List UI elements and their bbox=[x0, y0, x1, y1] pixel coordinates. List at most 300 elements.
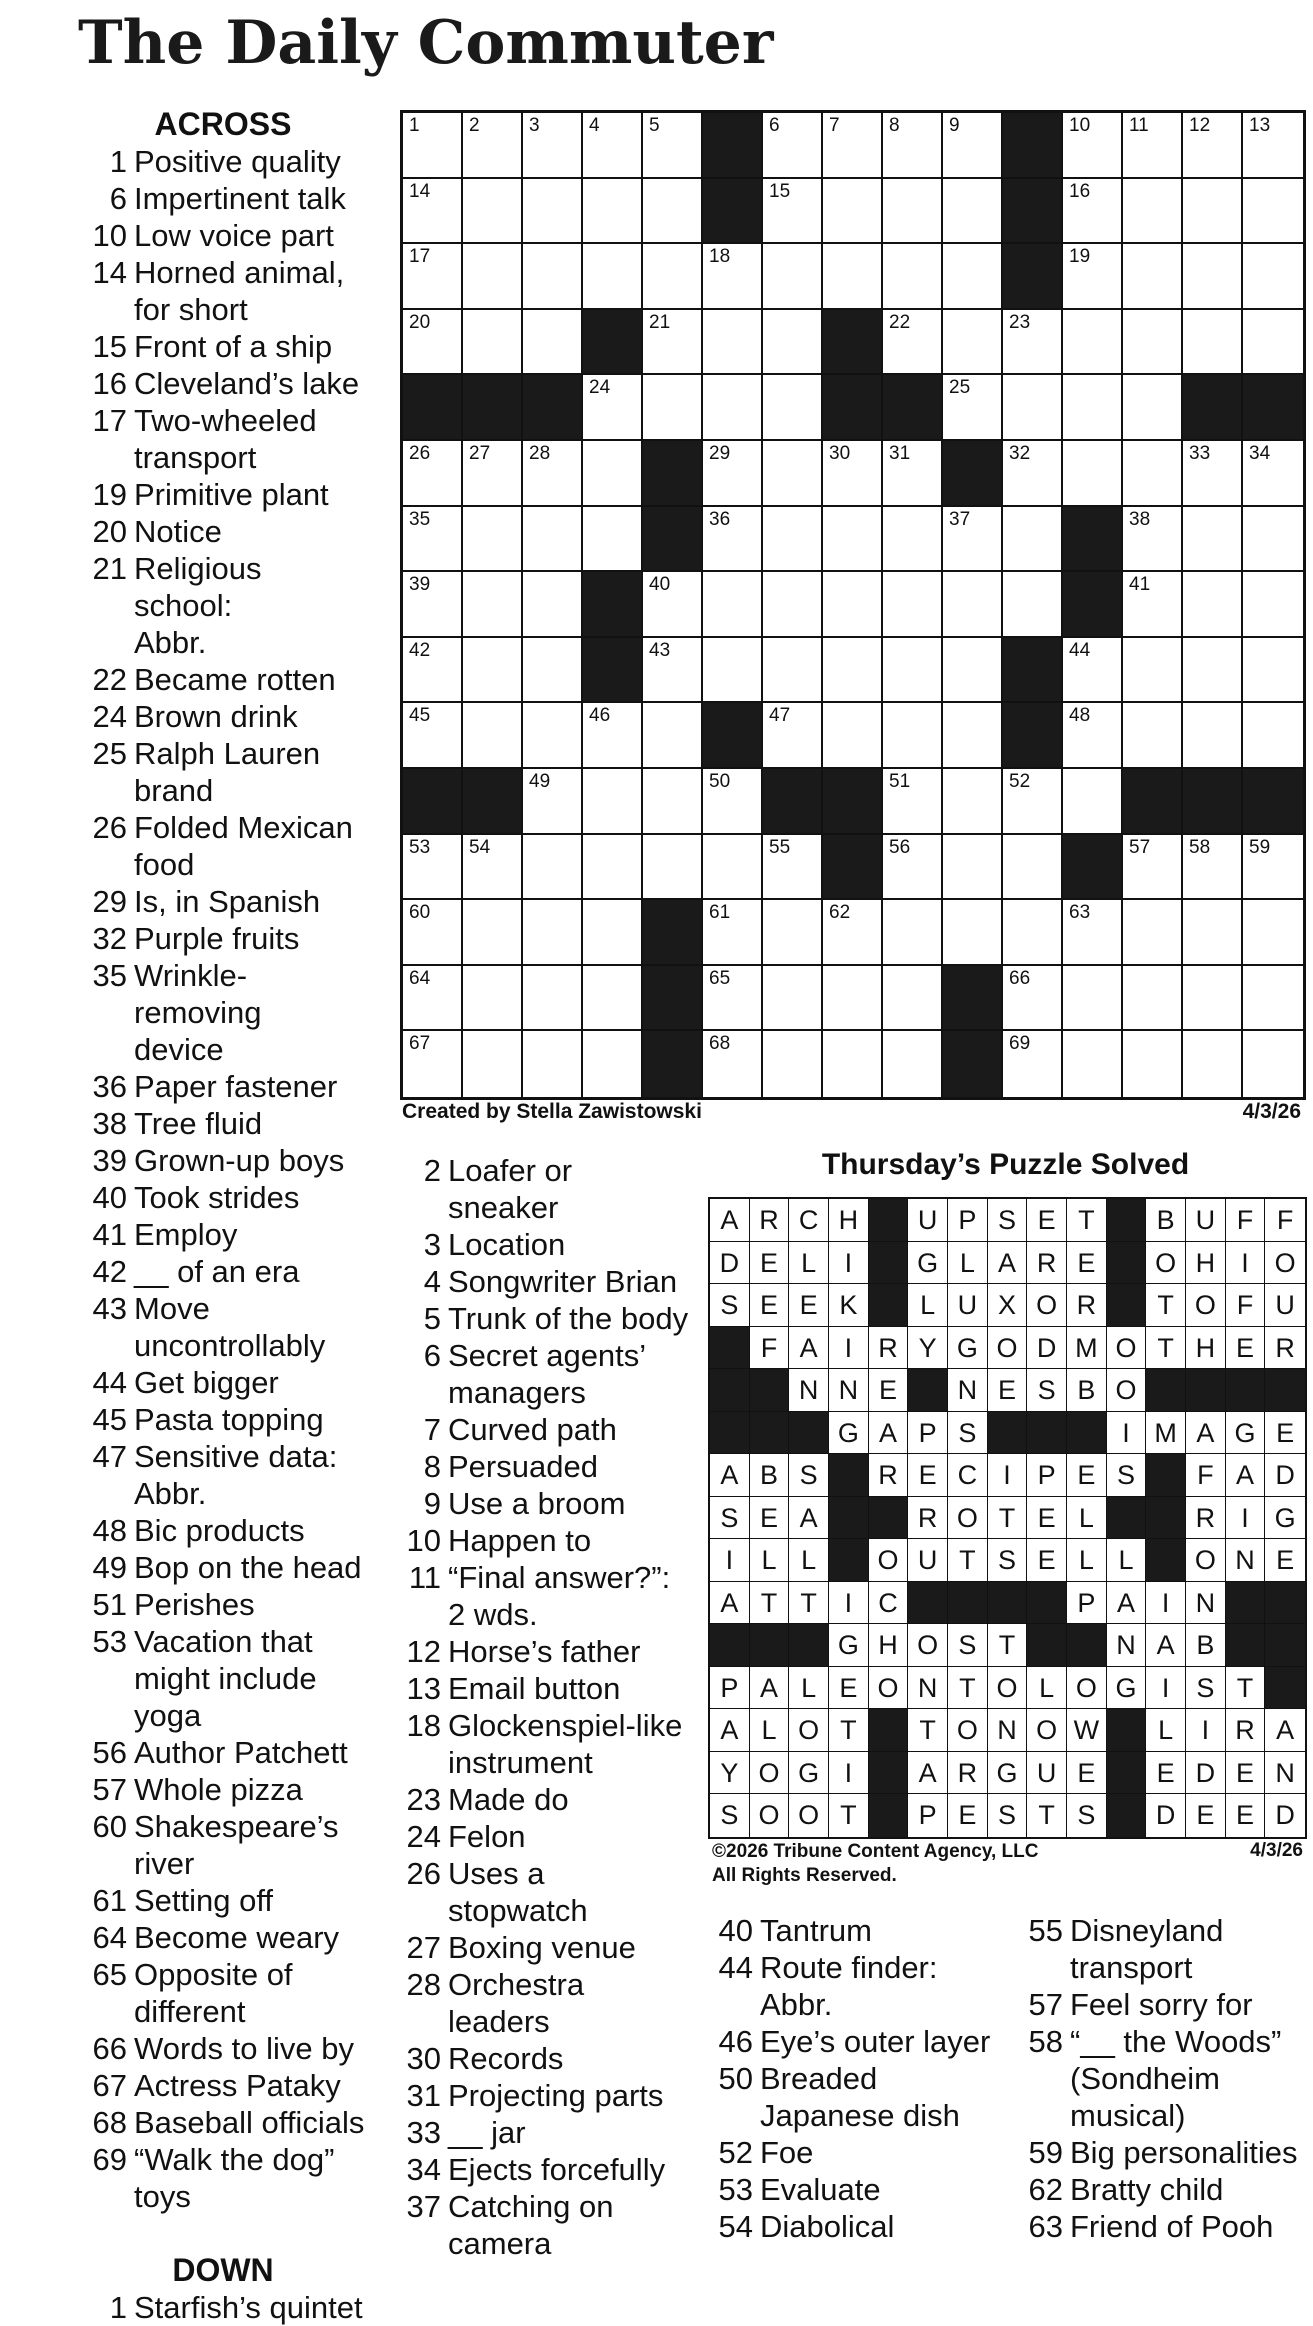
grid-cell[interactable] bbox=[1003, 441, 1063, 507]
grid-cell[interactable] bbox=[403, 1031, 463, 1097]
solved-block bbox=[1107, 1284, 1147, 1327]
clue-line bbox=[392, 1300, 692, 1337]
grid-cell[interactable] bbox=[403, 310, 463, 376]
grid-cell[interactable] bbox=[1183, 703, 1243, 769]
grid-cell[interactable] bbox=[403, 572, 463, 638]
grid-cell[interactable] bbox=[1063, 179, 1123, 245]
grid-cell[interactable] bbox=[403, 900, 463, 966]
grid-cell[interactable] bbox=[1123, 441, 1183, 507]
solved-letter: T bbox=[789, 1582, 829, 1625]
grid-cell[interactable] bbox=[1063, 113, 1123, 179]
grid-cell[interactable] bbox=[523, 900, 583, 966]
grid-cell[interactable] bbox=[643, 310, 703, 376]
clue-line bbox=[392, 1411, 692, 1448]
solved-letter: L bbox=[1067, 1539, 1107, 1582]
grid-cell[interactable] bbox=[823, 900, 883, 966]
grid-cell[interactable] bbox=[1063, 375, 1123, 441]
grid-cell[interactable] bbox=[1063, 244, 1123, 310]
grid-cell[interactable] bbox=[883, 769, 943, 835]
solved-letter: N bbox=[1226, 1539, 1266, 1582]
grid-cell[interactable] bbox=[523, 769, 583, 835]
grid-block bbox=[823, 769, 883, 835]
grid-cell[interactable] bbox=[1063, 966, 1123, 1032]
clue-number: 10 bbox=[406, 1523, 441, 1558]
solved-letter: I bbox=[829, 1242, 869, 1285]
grid-cell[interactable] bbox=[403, 113, 463, 179]
solved-letter: O bbox=[1107, 1327, 1147, 1370]
cell-number: 34 bbox=[1249, 443, 1271, 464]
grid-cell[interactable] bbox=[1243, 703, 1303, 769]
grid-cell[interactable] bbox=[763, 441, 823, 507]
grid-cell[interactable] bbox=[643, 638, 703, 704]
grid-cell[interactable] bbox=[1183, 179, 1243, 245]
clue-line bbox=[78, 1660, 368, 1697]
grid-cell[interactable] bbox=[463, 507, 523, 573]
grid-cell[interactable] bbox=[1063, 1031, 1123, 1097]
grid-cell[interactable] bbox=[1183, 638, 1243, 704]
grid-cell[interactable] bbox=[463, 966, 523, 1032]
grid-cell[interactable] bbox=[1243, 966, 1303, 1032]
grid-cell[interactable] bbox=[523, 835, 583, 901]
grid-cell[interactable] bbox=[703, 900, 763, 966]
grid-cell[interactable] bbox=[583, 703, 643, 769]
clue-column-1 bbox=[78, 106, 368, 2326]
clue-line bbox=[392, 1485, 692, 1522]
grid-cell[interactable] bbox=[1003, 310, 1063, 376]
grid-cell[interactable] bbox=[403, 179, 463, 245]
grid-cell[interactable] bbox=[823, 1031, 883, 1097]
grid-cell[interactable] bbox=[463, 1031, 523, 1097]
grid-cell[interactable] bbox=[403, 638, 463, 704]
grid-cell[interactable] bbox=[823, 703, 883, 769]
solved-block bbox=[1027, 1582, 1067, 1625]
grid-cell[interactable] bbox=[1063, 703, 1123, 769]
grid-cell[interactable] bbox=[583, 966, 643, 1032]
solved-letter: T bbox=[750, 1582, 790, 1625]
grid-cell[interactable] bbox=[523, 244, 583, 310]
grid-cell[interactable] bbox=[583, 375, 643, 441]
grid-cell[interactable] bbox=[1123, 1031, 1183, 1097]
clue-line bbox=[78, 1105, 368, 1142]
grid-cell[interactable] bbox=[943, 113, 1003, 179]
solved-letter: D bbox=[1146, 1794, 1186, 1837]
grid-cell[interactable] bbox=[883, 507, 943, 573]
grid-cell[interactable] bbox=[763, 835, 823, 901]
grid-cell[interactable] bbox=[883, 310, 943, 376]
grid-cell[interactable] bbox=[583, 441, 643, 507]
clue-text: Abbr. bbox=[134, 1476, 207, 1511]
clue-text: Glockenspiel-like bbox=[448, 1708, 683, 1743]
grid-cell[interactable] bbox=[583, 835, 643, 901]
grid-cell[interactable] bbox=[523, 966, 583, 1032]
grid-cell[interactable] bbox=[703, 244, 763, 310]
grid-cell[interactable] bbox=[703, 769, 763, 835]
grid-cell[interactable] bbox=[583, 1031, 643, 1097]
grid-cell[interactable] bbox=[583, 113, 643, 179]
grid-block bbox=[583, 310, 643, 376]
clue-text: Pasta topping bbox=[134, 1402, 324, 1437]
grid-cell[interactable] bbox=[643, 703, 703, 769]
grid-cell[interactable] bbox=[583, 507, 643, 573]
solved-letter: G bbox=[829, 1624, 869, 1667]
cell-number: 65 bbox=[709, 967, 731, 989]
grid-cell[interactable] bbox=[1063, 441, 1123, 507]
grid-cell[interactable] bbox=[403, 835, 463, 901]
grid-cell[interactable] bbox=[463, 441, 523, 507]
grid-cell[interactable] bbox=[1243, 507, 1303, 573]
grid-cell[interactable] bbox=[1003, 572, 1063, 638]
grid-cell[interactable] bbox=[763, 966, 823, 1032]
solved-letter: A bbox=[1186, 1412, 1226, 1455]
grid-cell[interactable] bbox=[1123, 310, 1183, 376]
grid-cell[interactable] bbox=[1123, 835, 1183, 901]
grid-cell[interactable] bbox=[1243, 310, 1303, 376]
clue-text: Tantrum bbox=[760, 1913, 872, 1948]
clue-line bbox=[1014, 1912, 1309, 1949]
clue-number: 9 bbox=[423, 1486, 441, 1521]
grid-cell[interactable] bbox=[403, 441, 463, 507]
grid-cell[interactable] bbox=[1123, 572, 1183, 638]
grid-cell[interactable] bbox=[943, 507, 1003, 573]
grid-block bbox=[643, 900, 703, 966]
grid-cell[interactable] bbox=[703, 1031, 763, 1097]
clue-line bbox=[78, 2141, 368, 2178]
grid-cell[interactable] bbox=[1243, 638, 1303, 704]
grid-cell[interactable] bbox=[1183, 1031, 1243, 1097]
solved-letter: C bbox=[869, 1582, 909, 1625]
clue-line bbox=[1014, 2208, 1309, 2245]
clue-text: Become weary bbox=[134, 1920, 340, 1955]
grid-cell[interactable] bbox=[1183, 441, 1243, 507]
grid-cell[interactable] bbox=[463, 113, 523, 179]
grid-cell[interactable] bbox=[463, 900, 523, 966]
cell-number: 3 bbox=[529, 115, 540, 136]
grid-cell[interactable] bbox=[703, 835, 763, 901]
clue-number bbox=[78, 846, 134, 883]
grid-cell[interactable] bbox=[643, 179, 703, 245]
solved-letter: E bbox=[948, 1794, 988, 1837]
grid-cell[interactable] bbox=[883, 1031, 943, 1097]
grid-cell[interactable] bbox=[403, 703, 463, 769]
clue-line bbox=[78, 1401, 368, 1438]
grid-cell[interactable] bbox=[1243, 1031, 1303, 1097]
clue-text: Records bbox=[448, 2041, 564, 2076]
cell-number: 68 bbox=[709, 1033, 731, 1055]
grid-cell[interactable] bbox=[823, 113, 883, 179]
solved-block bbox=[1226, 1582, 1266, 1625]
grid-cell[interactable] bbox=[1183, 900, 1243, 966]
grid-cell[interactable] bbox=[1003, 835, 1063, 901]
grid-cell[interactable] bbox=[1243, 900, 1303, 966]
grid-cell[interactable] bbox=[1243, 244, 1303, 310]
grid-cell[interactable] bbox=[1003, 375, 1063, 441]
grid-cell[interactable] bbox=[403, 244, 463, 310]
clue-line bbox=[78, 2178, 368, 2215]
grid-cell[interactable] bbox=[763, 1031, 823, 1097]
grid-cell[interactable] bbox=[1243, 835, 1303, 901]
grid-cell[interactable] bbox=[583, 900, 643, 966]
grid-cell[interactable] bbox=[823, 244, 883, 310]
grid-cell[interactable] bbox=[943, 375, 1003, 441]
grid-cell[interactable] bbox=[883, 703, 943, 769]
grid-cell[interactable] bbox=[1123, 507, 1183, 573]
solved-block bbox=[750, 1412, 790, 1455]
crossword-grid[interactable] bbox=[400, 110, 1306, 1100]
grid-cell[interactable] bbox=[463, 244, 523, 310]
clue-text: Starfish’s quintet bbox=[134, 2290, 363, 2325]
solved-letter: X bbox=[988, 1284, 1028, 1327]
clue-line bbox=[1014, 2134, 1309, 2171]
grid-cell[interactable] bbox=[523, 638, 583, 704]
grid-cell[interactable] bbox=[763, 507, 823, 573]
solved-letter: H bbox=[1186, 1242, 1226, 1285]
cell-number: 43 bbox=[649, 639, 671, 661]
grid-cell[interactable] bbox=[1183, 310, 1243, 376]
clue-line bbox=[78, 1290, 368, 1327]
grid-cell[interactable] bbox=[1183, 244, 1243, 310]
grid-cell[interactable] bbox=[523, 179, 583, 245]
grid-cell[interactable] bbox=[1183, 966, 1243, 1032]
solved-letter: R bbox=[750, 1199, 790, 1242]
solved-letter: L bbox=[750, 1709, 790, 1752]
grid-cell[interactable] bbox=[763, 113, 823, 179]
grid-cell[interactable] bbox=[943, 638, 1003, 704]
grid-cell[interactable] bbox=[1123, 638, 1183, 704]
grid-cell[interactable] bbox=[703, 966, 763, 1032]
grid-cell[interactable] bbox=[1123, 244, 1183, 310]
grid-cell[interactable] bbox=[1183, 835, 1243, 901]
grid-cell[interactable] bbox=[763, 375, 823, 441]
clue-line bbox=[392, 2003, 692, 2040]
solved-letter: P bbox=[948, 1199, 988, 1242]
clue-number: 24 bbox=[92, 699, 127, 734]
clue-number: 36 bbox=[92, 1069, 127, 1104]
clue-column-2 bbox=[392, 1152, 692, 2262]
grid-cell[interactable] bbox=[943, 769, 1003, 835]
solved-letter: D bbox=[710, 1242, 750, 1285]
clue-line bbox=[1014, 1986, 1309, 2023]
grid-cell[interactable] bbox=[883, 835, 943, 901]
grid-cell[interactable] bbox=[1003, 966, 1063, 1032]
grid-cell[interactable] bbox=[763, 703, 823, 769]
solved-block bbox=[869, 1284, 909, 1327]
clue-number bbox=[392, 2225, 448, 2262]
grid-cell[interactable] bbox=[463, 638, 523, 704]
clue-line bbox=[78, 1734, 368, 1771]
grid-cell[interactable] bbox=[463, 179, 523, 245]
grid-cell[interactable] bbox=[523, 113, 583, 179]
solved-letter: U bbox=[948, 1284, 988, 1327]
grid-cell[interactable] bbox=[823, 179, 883, 245]
grid-cell[interactable] bbox=[763, 572, 823, 638]
clue-line bbox=[392, 1855, 692, 1892]
clue-column-3 bbox=[704, 1912, 1004, 2245]
solved-letter: I bbox=[1146, 1667, 1186, 1710]
grid-cell[interactable] bbox=[1003, 507, 1063, 573]
grid-cell[interactable] bbox=[1243, 179, 1303, 245]
grid-cell[interactable] bbox=[883, 900, 943, 966]
grid-cell[interactable] bbox=[1123, 900, 1183, 966]
cell-number: 6 bbox=[769, 115, 780, 136]
solved-letter: S bbox=[988, 1199, 1028, 1242]
grid-cell[interactable] bbox=[1183, 113, 1243, 179]
clue-text: Orchestra bbox=[448, 1967, 585, 2002]
grid-cell[interactable] bbox=[463, 310, 523, 376]
solved-block bbox=[710, 1412, 750, 1455]
clue-line bbox=[78, 661, 368, 698]
grid-cell[interactable] bbox=[943, 244, 1003, 310]
grid-cell[interactable] bbox=[523, 441, 583, 507]
solved-letter: M bbox=[1146, 1412, 1186, 1455]
grid-cell[interactable] bbox=[523, 1031, 583, 1097]
clue-number: 15 bbox=[92, 329, 127, 364]
grid-cell[interactable] bbox=[883, 572, 943, 638]
grid-cell[interactable] bbox=[1003, 900, 1063, 966]
solved-puzzle-date: 4/3/26 bbox=[1250, 1840, 1303, 1861]
solved-block bbox=[750, 1369, 790, 1412]
grid-cell[interactable] bbox=[703, 507, 763, 573]
grid-cell[interactable] bbox=[463, 835, 523, 901]
grid-cell[interactable] bbox=[1123, 179, 1183, 245]
grid-cell[interactable] bbox=[583, 179, 643, 245]
solved-letter: I bbox=[710, 1539, 750, 1582]
grid-cell[interactable] bbox=[463, 703, 523, 769]
grid-cell[interactable] bbox=[703, 638, 763, 704]
clue-text: camera bbox=[448, 2226, 552, 2261]
solved-letter: O bbox=[1146, 1242, 1186, 1285]
grid-cell[interactable] bbox=[1063, 769, 1123, 835]
cell-number: 29 bbox=[709, 443, 731, 464]
grid-cell[interactable] bbox=[703, 375, 763, 441]
grid-cell[interactable] bbox=[883, 179, 943, 245]
clue-number: 45 bbox=[92, 1402, 127, 1437]
grid-block bbox=[1003, 638, 1063, 704]
clue-text: Foe bbox=[760, 2135, 814, 2170]
grid-cell[interactable] bbox=[1123, 966, 1183, 1032]
solved-block bbox=[1027, 1412, 1067, 1455]
grid-cell[interactable] bbox=[1243, 572, 1303, 638]
grid-cell[interactable] bbox=[1123, 113, 1183, 179]
grid-cell[interactable] bbox=[523, 703, 583, 769]
cell-number: 38 bbox=[1129, 508, 1151, 530]
grid-cell[interactable] bbox=[1183, 507, 1243, 573]
clue-number: 34 bbox=[406, 2152, 441, 2187]
cell-number: 31 bbox=[889, 443, 911, 464]
puzzle-credit: Created by Stella Zawistowski bbox=[402, 1100, 702, 1123]
solved-letter: R bbox=[1027, 1242, 1067, 1285]
grid-cell[interactable] bbox=[1063, 310, 1123, 376]
clue-text: Folded Mexican bbox=[134, 810, 353, 845]
clue-text: Low voice part bbox=[134, 218, 334, 253]
grid-cell[interactable] bbox=[763, 638, 823, 704]
grid-cell[interactable] bbox=[643, 572, 703, 638]
solved-block bbox=[1146, 1369, 1186, 1412]
grid-cell[interactable] bbox=[1063, 638, 1123, 704]
solved-block bbox=[1265, 1667, 1305, 1710]
grid-cell[interactable] bbox=[943, 572, 1003, 638]
grid-cell[interactable] bbox=[1003, 769, 1063, 835]
grid-cell[interactable] bbox=[643, 375, 703, 441]
grid-cell[interactable] bbox=[1123, 703, 1183, 769]
grid-cell[interactable] bbox=[703, 310, 763, 376]
solved-block bbox=[1265, 1582, 1305, 1625]
grid-cell[interactable] bbox=[763, 244, 823, 310]
grid-cell[interactable] bbox=[1063, 900, 1123, 966]
cell-number: 1 bbox=[409, 115, 420, 136]
cell-number: 66 bbox=[1009, 967, 1031, 989]
grid-cell[interactable] bbox=[1243, 113, 1303, 179]
grid-cell[interactable] bbox=[523, 507, 583, 573]
grid-cell[interactable] bbox=[643, 769, 703, 835]
grid-cell[interactable] bbox=[703, 572, 763, 638]
grid-cell[interactable] bbox=[883, 441, 943, 507]
clue-line bbox=[78, 1216, 368, 1253]
grid-cell[interactable] bbox=[523, 572, 583, 638]
grid-cell[interactable] bbox=[823, 572, 883, 638]
grid-cell[interactable] bbox=[823, 507, 883, 573]
grid-cell[interactable] bbox=[643, 244, 703, 310]
grid-cell[interactable] bbox=[643, 113, 703, 179]
solved-letter: T bbox=[1067, 1199, 1107, 1242]
grid-cell[interactable] bbox=[883, 113, 943, 179]
solved-block bbox=[869, 1709, 909, 1752]
grid-cell[interactable] bbox=[583, 769, 643, 835]
grid-cell[interactable] bbox=[823, 966, 883, 1032]
solved-puzzle-title: Thursday’s Puzzle Solved bbox=[821, 1148, 1190, 1181]
grid-cell[interactable] bbox=[763, 900, 823, 966]
grid-cell[interactable] bbox=[943, 900, 1003, 966]
clue-number bbox=[392, 1744, 448, 1781]
grid-cell[interactable] bbox=[523, 310, 583, 376]
grid-cell[interactable] bbox=[823, 638, 883, 704]
clue-text: Big personalities bbox=[1070, 2135, 1298, 2170]
grid-cell[interactable] bbox=[943, 835, 1003, 901]
clue-number: 67 bbox=[92, 2068, 127, 2103]
grid-cell[interactable] bbox=[883, 966, 943, 1032]
grid-cell[interactable] bbox=[943, 310, 1003, 376]
clue-number: 42 bbox=[92, 1254, 127, 1289]
grid-cell[interactable] bbox=[763, 310, 823, 376]
solved-letter: G bbox=[1107, 1667, 1147, 1710]
clue-number: 4 bbox=[423, 1264, 441, 1299]
clue-text: Eye’s outer layer bbox=[760, 2024, 991, 2059]
grid-cell[interactable] bbox=[1243, 441, 1303, 507]
grid-cell[interactable] bbox=[1003, 1031, 1063, 1097]
grid-cell[interactable] bbox=[943, 179, 1003, 245]
grid-cell[interactable] bbox=[823, 441, 883, 507]
grid-cell[interactable] bbox=[403, 507, 463, 573]
grid-cell[interactable] bbox=[403, 966, 463, 1032]
grid-cell[interactable] bbox=[583, 244, 643, 310]
grid-cell[interactable] bbox=[703, 441, 763, 507]
grid-cell[interactable] bbox=[643, 835, 703, 901]
grid-cell[interactable] bbox=[1183, 572, 1243, 638]
cell-number: 49 bbox=[529, 771, 551, 792]
clue-text: river bbox=[134, 1846, 195, 1881]
clue-number: 57 bbox=[1028, 1987, 1063, 2022]
clue-text: Email button bbox=[448, 1671, 621, 1706]
cell-number: 37 bbox=[949, 508, 971, 530]
grid-cell[interactable] bbox=[463, 572, 523, 638]
grid-cell[interactable] bbox=[1123, 375, 1183, 441]
solved-letter: O bbox=[1067, 1667, 1107, 1710]
grid-cell[interactable] bbox=[943, 703, 1003, 769]
grid-cell[interactable] bbox=[883, 244, 943, 310]
grid-cell[interactable] bbox=[883, 638, 943, 704]
grid-block bbox=[1003, 113, 1063, 179]
clue-text: Two-wheeled bbox=[134, 403, 317, 438]
grid-cell[interactable] bbox=[763, 179, 823, 245]
